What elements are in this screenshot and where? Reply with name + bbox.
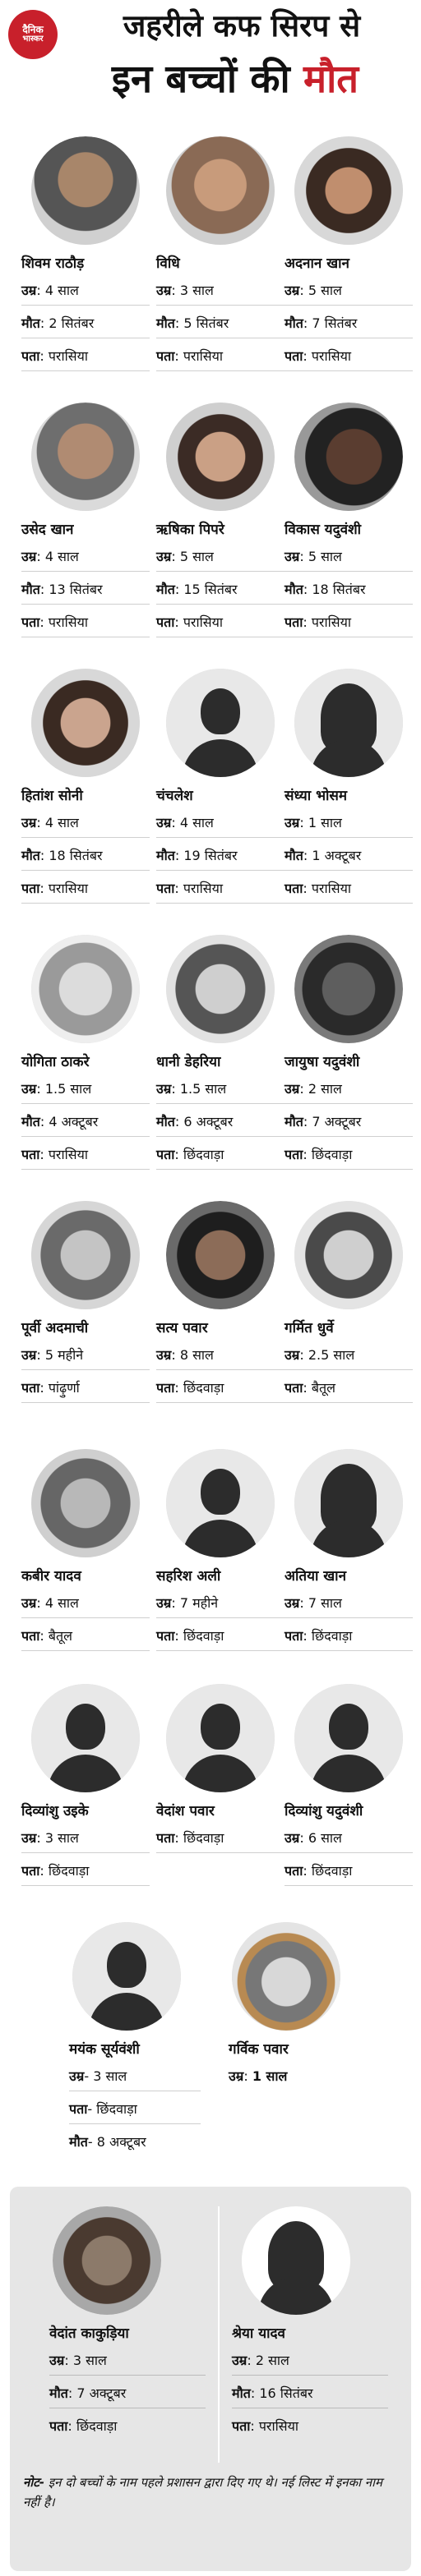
child-name: अतिया खान [285,1568,347,1585]
child-photo [294,1201,403,1309]
boy-silhouette-icon [294,1684,403,1792]
child-photo-placeholder [31,1684,140,1792]
note-text: नोट- इन दो बच्चों के नाम पहले प्रशासन द्वारा दिए गए थे। नई लिस्ट में इनका नाम नहीं है। [23,2475,382,2509]
child-photo-placeholder [242,2206,350,2315]
child-card [229,1922,368,2169]
girl-silhouette-icon [294,1449,403,1557]
child-name: जायुषा यदुवंशी [285,1054,360,1070]
child-name: संध्या भोसम [285,788,348,804]
age-row: उम्र: 2 साल [285,1079,413,1104]
age-row: उम्र: 3 साल [21,1828,150,1853]
child-name: ऋषिका पिपरे [156,522,224,538]
age-row: उम्र: 4 साल [21,281,150,306]
child-photo-placeholder [166,1684,275,1792]
death-row: मौत: 2 सितंबर [21,314,150,338]
address-row: पता: परासिया [285,879,413,904]
child-name: शिवम राठौड़ [21,255,85,272]
age-row: उम्र: 4 साल [21,813,150,838]
child-card [21,935,150,1181]
age-row: उम्र: 3 साल [156,281,285,306]
death-row: मौत: 4 अक्टूबर [21,1112,150,1137]
child-card [285,935,413,1181]
child-photo [31,1201,140,1309]
death-row: मौत: 18 सितंबर [285,580,413,605]
death-row: मौत: 7 सितंबर [285,314,413,338]
age-row: उम्र: 6 साल [285,1828,413,1853]
child-card [156,1201,285,1447]
death-row: मौत: 19 सितंबर [156,846,285,871]
child-photo [294,402,403,511]
child-name: योगिता ठाकरे [21,1054,90,1070]
headline-line-2: इन बच्चों की मौत [111,57,359,102]
death-row: मौत: 7 अक्टूबर [49,2384,206,2408]
child-card [21,1449,150,1695]
child-name: विधि [156,255,180,272]
child-photo [294,136,403,245]
death-row: मौत: 6 अक्टूबर [156,1112,285,1137]
child-name: श्रेया यादव [232,2325,285,2342]
age-row: उम्र: 2.5 साल [285,1346,413,1370]
child-card [21,669,150,915]
boy-silhouette-icon [166,669,275,777]
child-photo [166,136,275,245]
age-row: उम्र: 8 साल [156,1346,285,1370]
age-row: उम्र: 5 साल [156,547,285,572]
child-photo [31,1449,140,1557]
address-row: पता: बैतूल [285,1378,413,1403]
child-name: दिव्यांशु उइके [21,1803,89,1819]
death-row: मौत: 16 सितंबर [232,2384,388,2408]
address-row: पता: परासिया [156,347,285,371]
address-row: पता: परासिया [285,613,413,637]
girl-silhouette-icon [294,669,403,777]
child-card [232,2206,396,2453]
child-photo [166,935,275,1043]
boy-silhouette-icon [72,1922,181,2031]
child-photo [166,1201,275,1309]
address-row: पता: परासिया [21,1145,150,1170]
age-row: उम्र: 1.5 साल [21,1079,150,1104]
child-photo [31,935,140,1043]
child-photo-placeholder [166,1449,275,1557]
child-photo-placeholder [72,1922,181,2031]
address-row: पता: परासिया [21,347,150,371]
child-photo-placeholder [294,1684,403,1792]
boy-silhouette-icon [166,1449,275,1557]
dainik-bhaskar-logo: दैनिक भास्कर [8,10,58,59]
age-row: उम्र: 4 साल [21,547,150,572]
child-card [156,1449,285,1695]
address-row: पता: छिंदवाड़ा [156,1378,285,1403]
child-photo-placeholder [294,669,403,777]
address-row: पता: छिंदवाड़ा [156,1145,285,1170]
age-row: उम्र: 7 साल [285,1594,413,1618]
address-row: पता: परासिया [156,879,285,904]
boy-silhouette-icon [31,1684,140,1792]
child-name: चंचलेश [156,788,193,804]
child-card [285,1201,413,1447]
age-row: उम्र: 4 साल [156,813,285,838]
address-row: पता: परासिया [285,347,413,371]
address-row: पता: परासिया [21,879,150,904]
address-row: पता: बैतूल [21,1626,150,1651]
death-row: मौत: 13 सितंबर [21,580,150,605]
child-photo [31,402,140,511]
age-row: उम्र: 5 महीने [21,1346,150,1370]
child-name: हितांश सोनी [21,788,83,804]
child-name: धानी डेहरिया [156,1054,221,1070]
age-row: उम्र: 4 साल [21,1594,150,1618]
child-card [285,402,413,649]
death-row: मौत- 8 अक्टूबर [69,2134,146,2150]
child-name: उसेद खान [21,522,74,538]
child-name: अदनान खान [285,255,349,272]
girl-silhouette-icon [242,2206,350,2315]
child-card [69,1922,209,2169]
death-row: मौत: 1 अक्टूबर [285,846,413,871]
child-card [156,669,285,915]
child-card [285,136,413,383]
child-name: मयंक सूर्यवंशी [69,2041,140,2058]
infographic-header [0,0,421,123]
age-row: उम्र: 7 महीने [156,1594,285,1618]
age-row: उम्र: 1.5 साल [156,1079,285,1104]
child-name: दिव्यांशु यदुवंशी [285,1803,363,1819]
address-row: पता: परासिया [232,2418,299,2434]
child-card [156,1684,285,1930]
age-row: उम्र: 5 साल [285,281,413,306]
child-card [285,1449,413,1695]
age-row: उम्र: 3 साल [49,2351,206,2376]
child-photo [232,1922,340,2031]
child-card [21,402,150,649]
address-row: पता- छिंदवाड़ा [69,2100,201,2124]
address-row: पता: परासिया [21,613,150,637]
child-name: पूर्वी अदमाची [21,1320,89,1336]
address-row: पता: छिंदवाड़ा [21,1861,150,1886]
address-row: पता: छिंदवाड़ा [156,1828,285,1853]
child-card [21,1684,150,1930]
note-divider [218,2206,220,2463]
child-photo [31,669,140,777]
boy-silhouette-icon [166,1684,275,1792]
child-card [49,2206,214,2453]
child-card [285,1684,413,1930]
child-name: सहरिश अली [156,1568,221,1585]
death-row: मौत: 18 सितंबर [21,846,150,871]
address-row: पता: छिंदवाड़ा [285,1145,413,1170]
child-name: विकास यदुवंशी [285,522,362,538]
child-name: वेदांश पवार [156,1803,215,1819]
death-row: मौत: 7 अक्टूबर [285,1112,413,1137]
address-row: पता: छिंदवाड़ा [49,2418,118,2434]
child-card [156,935,285,1181]
age-row: उम्र: 1 साल [229,2068,288,2084]
child-photo-placeholder [294,1449,403,1557]
age-row: उम्र: 1 साल [285,813,413,838]
death-row: मौत: 5 सितंबर [156,314,285,338]
child-card [156,136,285,383]
child-name: वेदांत काकुड़िया [49,2325,129,2342]
headline-line-1: जहरीले कफ सिरप से [123,8,361,44]
child-photo [53,2206,161,2315]
child-card [156,402,285,649]
address-row: पता: पांढ़ुर्णा [21,1378,150,1403]
child-name: सत्य पवार [156,1320,208,1336]
child-photo [166,402,275,511]
death-row: मौत: 15 सितंबर [156,580,285,605]
child-card [285,669,413,915]
address-row: पता: परासिया [156,613,285,637]
age-row: उम्र: 2 साल [232,2351,388,2376]
child-name: कबीर यादव [21,1568,81,1585]
address-row: पता: छिंदवाड़ा [285,1626,413,1651]
address-row: पता: छिंदवाड़ा [285,1861,413,1886]
child-name: गर्मित धुर्वे [285,1320,334,1336]
address-row: पता: छिंदवाड़ा [156,1626,285,1651]
child-card [21,136,150,383]
child-photo [294,935,403,1043]
child-photo-placeholder [166,669,275,777]
age-row: उम्र: 5 साल [285,547,413,572]
age-row: उम्र- 3 साल [69,2067,201,2091]
child-name: गर्विक पवार [229,2041,289,2058]
child-card [21,1201,150,1447]
child-photo [31,136,140,245]
